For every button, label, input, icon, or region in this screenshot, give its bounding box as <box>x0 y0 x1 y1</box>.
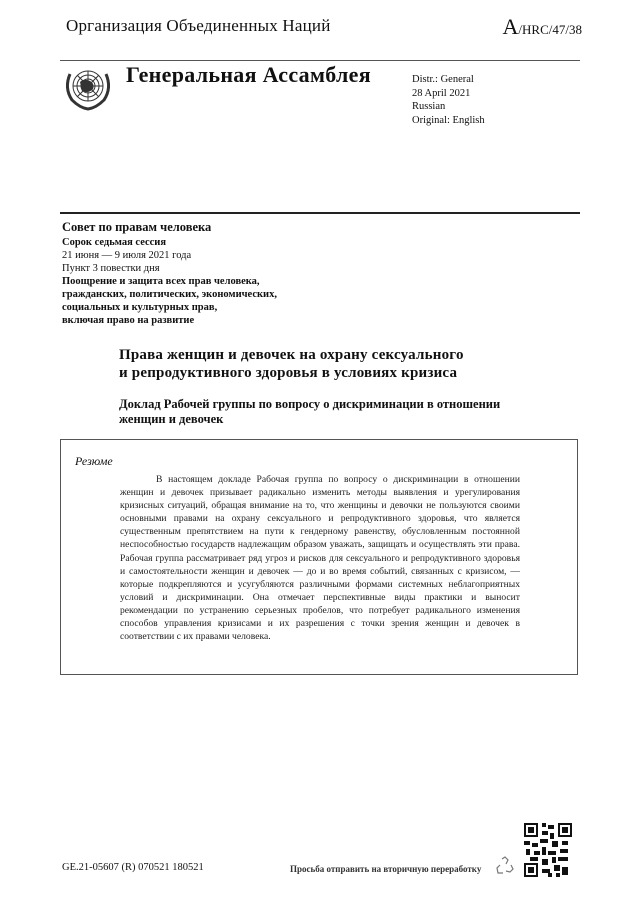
un-emblem-icon <box>62 64 114 112</box>
summary-label: Резюме <box>75 454 113 468</box>
body-name: Генеральная Ассамблея <box>126 62 371 87</box>
agenda-title-line: Поощрение и защита всех прав человека, <box>62 276 260 287</box>
document-symbol <box>503 14 582 40</box>
distr-original: Original: English <box>412 114 485 126</box>
document-code: GE.21-05607 (R) 070521 180521 <box>62 862 204 873</box>
title-line: Права женщин и девочек на охрану сексуального <box>119 347 464 363</box>
agenda-title-line: гражданских, политических, экономических, <box>62 289 277 300</box>
session-dates: 21 июня — 9 июля 2021 года <box>62 250 192 261</box>
session-name: Сорок седьмая сессия <box>62 237 167 248</box>
qr-code-icon <box>524 823 572 877</box>
agenda-title-line: социальных и культурных прав, <box>62 302 218 313</box>
recycle-icon <box>494 855 516 877</box>
council-name: Совет по правам человека <box>62 220 212 234</box>
session-info <box>62 221 277 327</box>
summary-text: В настоящем докладе Рабочая группа по вопросу о дискриминации в отношении женщин и девочек призывает радикально изменить методы выявления и урегулирования кризисных ситуаций, обращая внимание на то, что женщины и девочки не пользуются своими основными правами на охрану сексуального и репродуктивного здоровья, что является существенным препятствием на пути к гендерному равенству, обусловленным постоянной неспособностью государств надлежащим образом уважать, защищать и осуществлять эти права. Рабочая группа рассматривает ряд угроз и рисков для сексуального и репродуктивного здоровья и самостоятельности женщин и девочек — до и во время событий, связанных с кризисом, — которые подкрепляются и усугубляются различными формами системных неблагоприятных условий и дискриминации. Она отмечает перспективные виды практики и выносит рекомендации по устранению серьезных пробелов, что потребует радикального изменения способов управления кризисами и их разрешения с точки зрения женщин и девочек в соответствии с их правами человека. <box>120 474 520 643</box>
agenda-item: Пункт 3 повестки дня <box>62 263 160 274</box>
agenda-title-line: включая право на развитие <box>62 315 195 326</box>
organization-name: Организация Объединенных Наций <box>66 16 331 35</box>
section-rule <box>60 212 580 214</box>
document-title <box>119 346 464 382</box>
title-line: и репродуктивного здоровья в условиях кризиса <box>119 365 458 381</box>
document-subtitle: Доклад Рабочей группы по вопросу о дискриминации в отношении женщин и девочек <box>119 397 501 426</box>
distr-date: 28 April 2021 <box>412 87 471 99</box>
distr-line: Distr.: General <box>412 74 474 85</box>
header-rule <box>60 60 580 61</box>
distr-language: Russian <box>412 101 446 112</box>
distribution-info <box>412 73 485 127</box>
recycle-note: Просьба отправить на вторичную переработку <box>290 864 482 874</box>
symbol-rest: /HRC/47/38 <box>518 22 582 37</box>
symbol-prefix: A <box>502 14 519 39</box>
